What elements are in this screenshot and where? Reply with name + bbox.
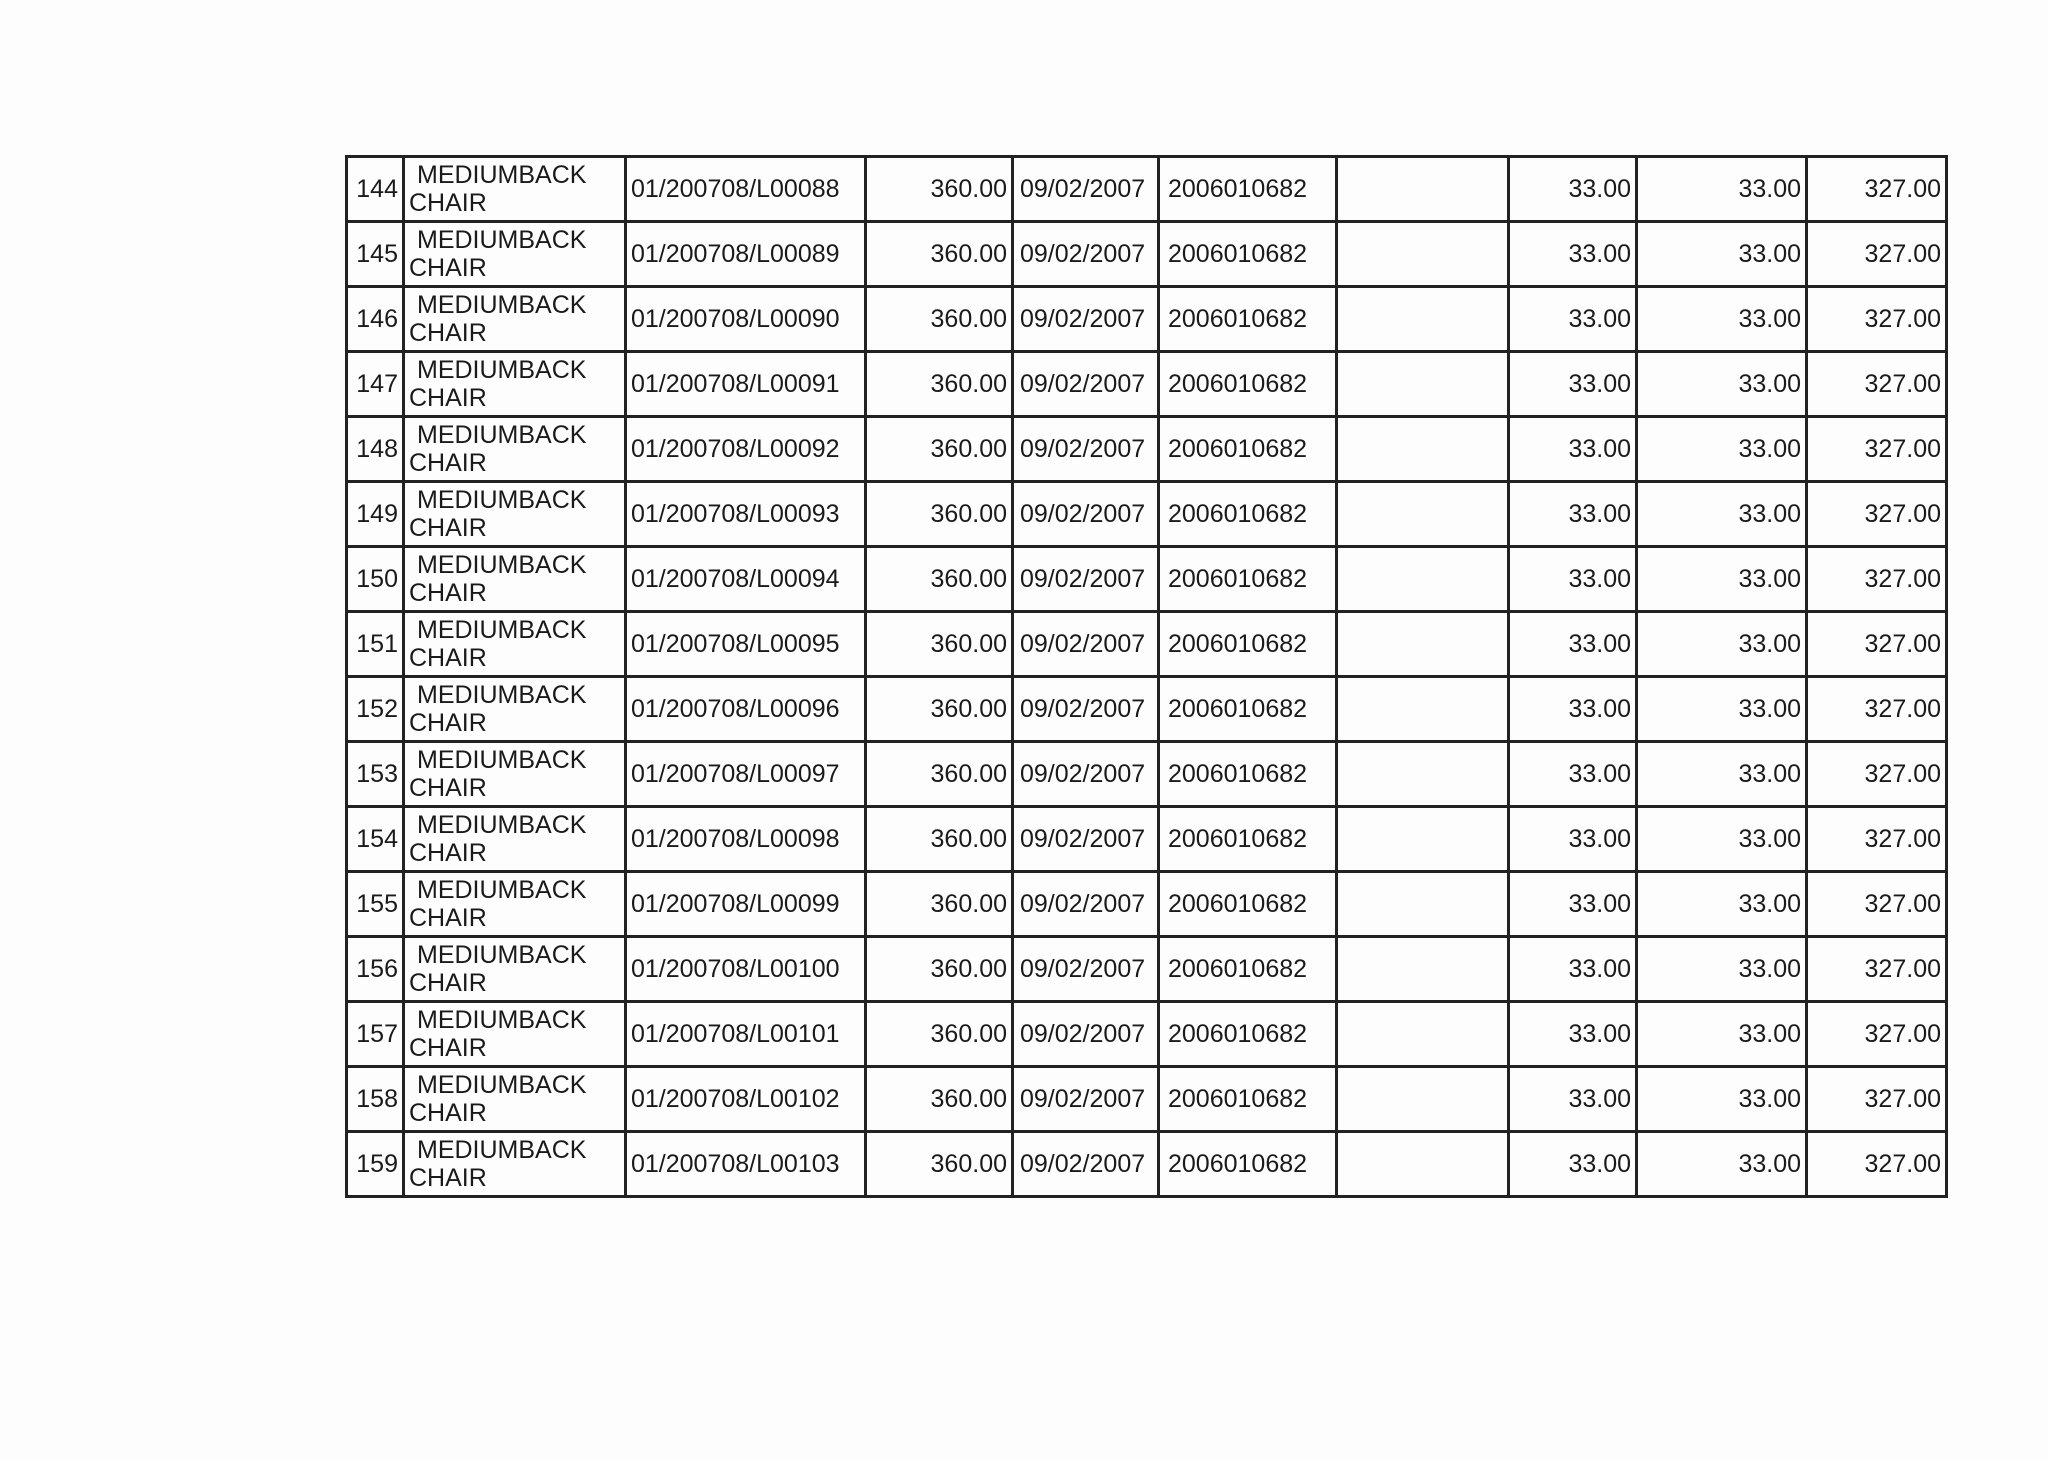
depreciation-a-cell: 33.00 <box>1509 677 1637 742</box>
table-row <box>347 482 1947 547</box>
net-value-cell: 327.00 <box>1807 937 1947 1002</box>
reference-cell: 01/200708/L00088 <box>626 157 866 222</box>
cost-cell: 360.00 <box>866 807 1013 872</box>
net-value-cell: 327.00 <box>1807 677 1947 742</box>
item-description-cell <box>404 807 626 872</box>
reference-cell: 01/200708/L00099 <box>626 872 866 937</box>
date-cell: 09/02/2007 <box>1013 222 1159 287</box>
item-description-line2: CHAIR <box>409 709 487 737</box>
table-row <box>347 547 1947 612</box>
row-number-cell: 159 <box>347 1132 404 1197</box>
depreciation-a-cell: 33.00 <box>1509 742 1637 807</box>
depreciation-b-cell: 33.00 <box>1637 807 1807 872</box>
date-cell: 09/02/2007 <box>1013 547 1159 612</box>
row-number-cell: 155 <box>347 872 404 937</box>
empty-cell <box>1337 222 1509 287</box>
depreciation-a-cell: 33.00 <box>1509 1067 1637 1132</box>
table-row <box>347 872 1947 937</box>
voucher-cell: 2006010682 <box>1159 612 1337 677</box>
reference-cell: 01/200708/L00093 <box>626 482 866 547</box>
item-description-cell <box>404 742 626 807</box>
item-description-line1: MEDIUMBACK <box>417 291 587 319</box>
date-cell: 09/02/2007 <box>1013 742 1159 807</box>
item-description-line2: CHAIR <box>409 1099 487 1127</box>
date-cell: 09/02/2007 <box>1013 352 1159 417</box>
item-description-line1: MEDIUMBACK <box>417 421 587 449</box>
depreciation-b-cell: 33.00 <box>1637 742 1807 807</box>
row-number-cell: 157 <box>347 1002 404 1067</box>
table-row <box>347 287 1947 352</box>
item-description-line1: MEDIUMBACK <box>417 616 587 644</box>
depreciation-a-cell: 33.00 <box>1509 417 1637 482</box>
item-description-line1: MEDIUMBACK <box>417 811 587 839</box>
item-description-line2: CHAIR <box>409 449 487 477</box>
reference-cell: 01/200708/L00102 <box>626 1067 866 1132</box>
item-description-cell <box>404 222 626 287</box>
item-description-line1: MEDIUMBACK <box>417 941 587 969</box>
cost-cell: 360.00 <box>866 482 1013 547</box>
table-row <box>347 612 1947 677</box>
item-description-line2: CHAIR <box>409 189 487 217</box>
depreciation-a-cell: 33.00 <box>1509 1002 1637 1067</box>
voucher-cell: 2006010682 <box>1159 937 1337 1002</box>
item-description-cell <box>404 677 626 742</box>
table-row <box>347 352 1947 417</box>
empty-cell <box>1337 287 1509 352</box>
item-description-line1: MEDIUMBACK <box>417 356 587 384</box>
depreciation-a-cell: 33.00 <box>1509 482 1637 547</box>
empty-cell <box>1337 807 1509 872</box>
depreciation-a-cell: 33.00 <box>1509 1132 1637 1197</box>
cost-cell: 360.00 <box>866 547 1013 612</box>
empty-cell <box>1337 937 1509 1002</box>
depreciation-b-cell: 33.00 <box>1637 222 1807 287</box>
depreciation-a-cell: 33.00 <box>1509 872 1637 937</box>
depreciation-b-cell: 33.00 <box>1637 482 1807 547</box>
cost-cell: 360.00 <box>866 1002 1013 1067</box>
empty-cell <box>1337 352 1509 417</box>
reference-cell: 01/200708/L00100 <box>626 937 866 1002</box>
cost-cell: 360.00 <box>866 287 1013 352</box>
cost-cell: 360.00 <box>866 1132 1013 1197</box>
reference-cell: 01/200708/L00097 <box>626 742 866 807</box>
depreciation-a-cell: 33.00 <box>1509 612 1637 677</box>
empty-cell <box>1337 547 1509 612</box>
item-description-line1: MEDIUMBACK <box>417 681 587 709</box>
reference-cell: 01/200708/L00096 <box>626 677 866 742</box>
net-value-cell: 327.00 <box>1807 1132 1947 1197</box>
table-row <box>347 1132 1947 1197</box>
cost-cell: 360.00 <box>866 417 1013 482</box>
empty-cell <box>1337 417 1509 482</box>
voucher-cell: 2006010682 <box>1159 677 1337 742</box>
item-description-cell <box>404 612 626 677</box>
date-cell: 09/02/2007 <box>1013 677 1159 742</box>
reference-cell: 01/200708/L00089 <box>626 222 866 287</box>
net-value-cell: 327.00 <box>1807 287 1947 352</box>
depreciation-b-cell: 33.00 <box>1637 547 1807 612</box>
row-number-cell: 152 <box>347 677 404 742</box>
table-row <box>347 677 1947 742</box>
depreciation-a-cell: 33.00 <box>1509 287 1637 352</box>
voucher-cell: 2006010682 <box>1159 222 1337 287</box>
item-description-line1: MEDIUMBACK <box>417 1006 587 1034</box>
item-description-line2: CHAIR <box>409 319 487 347</box>
table-row <box>347 1002 1947 1067</box>
net-value-cell: 327.00 <box>1807 482 1947 547</box>
item-description-line1: MEDIUMBACK <box>417 1136 587 1164</box>
depreciation-a-cell: 33.00 <box>1509 547 1637 612</box>
reference-cell: 01/200708/L00091 <box>626 352 866 417</box>
reference-cell: 01/200708/L00103 <box>626 1132 866 1197</box>
date-cell: 09/02/2007 <box>1013 1067 1159 1132</box>
item-description-cell <box>404 1067 626 1132</box>
item-description-line2: CHAIR <box>409 1164 487 1192</box>
table-body <box>347 157 1947 1197</box>
row-number-cell: 148 <box>347 417 404 482</box>
depreciation-a-cell: 33.00 <box>1509 352 1637 417</box>
date-cell: 09/02/2007 <box>1013 807 1159 872</box>
cost-cell: 360.00 <box>866 872 1013 937</box>
reference-cell: 01/200708/L00101 <box>626 1002 866 1067</box>
voucher-cell: 2006010682 <box>1159 352 1337 417</box>
cost-cell: 360.00 <box>866 937 1013 1002</box>
net-value-cell: 327.00 <box>1807 1067 1947 1132</box>
net-value-cell: 327.00 <box>1807 742 1947 807</box>
item-description-line2: CHAIR <box>409 969 487 997</box>
net-value-cell: 327.00 <box>1807 807 1947 872</box>
voucher-cell: 2006010682 <box>1159 547 1337 612</box>
item-description-cell <box>404 1132 626 1197</box>
row-number-cell: 158 <box>347 1067 404 1132</box>
table-row <box>347 417 1947 482</box>
item-description-cell <box>404 157 626 222</box>
table-row <box>347 937 1947 1002</box>
reference-cell: 01/200708/L00090 <box>626 287 866 352</box>
table-row <box>347 1067 1947 1132</box>
reference-cell: 01/200708/L00092 <box>626 417 866 482</box>
cost-cell: 360.00 <box>866 1067 1013 1132</box>
empty-cell <box>1337 1132 1509 1197</box>
row-number-cell: 156 <box>347 937 404 1002</box>
depreciation-b-cell: 33.00 <box>1637 872 1807 937</box>
depreciation-b-cell: 33.00 <box>1637 417 1807 482</box>
item-description-line2: CHAIR <box>409 774 487 802</box>
empty-cell <box>1337 157 1509 222</box>
empty-cell <box>1337 1002 1509 1067</box>
item-description-line1: MEDIUMBACK <box>417 876 587 904</box>
item-description-line1: MEDIUMBACK <box>417 486 587 514</box>
net-value-cell: 327.00 <box>1807 352 1947 417</box>
voucher-cell: 2006010682 <box>1159 417 1337 482</box>
net-value-cell: 327.00 <box>1807 1002 1947 1067</box>
item-description-cell <box>404 482 626 547</box>
reference-cell: 01/200708/L00094 <box>626 547 866 612</box>
item-description-line2: CHAIR <box>409 644 487 672</box>
row-number-cell: 144 <box>347 157 404 222</box>
cost-cell: 360.00 <box>866 612 1013 677</box>
voucher-cell: 2006010682 <box>1159 287 1337 352</box>
voucher-cell: 2006010682 <box>1159 807 1337 872</box>
table-row <box>347 222 1947 287</box>
item-description-cell <box>404 352 626 417</box>
depreciation-a-cell: 33.00 <box>1509 157 1637 222</box>
table-row <box>347 807 1947 872</box>
item-description-line1: MEDIUMBACK <box>417 551 587 579</box>
item-description-line2: CHAIR <box>409 514 487 542</box>
empty-cell <box>1337 677 1509 742</box>
item-description-line2: CHAIR <box>409 384 487 412</box>
item-description-line2: CHAIR <box>409 579 487 607</box>
empty-cell <box>1337 482 1509 547</box>
net-value-cell: 327.00 <box>1807 157 1947 222</box>
item-description-cell <box>404 872 626 937</box>
depreciation-b-cell: 33.00 <box>1637 1132 1807 1197</box>
depreciation-b-cell: 33.00 <box>1637 612 1807 677</box>
depreciation-b-cell: 33.00 <box>1637 352 1807 417</box>
voucher-cell: 2006010682 <box>1159 1067 1337 1132</box>
row-number-cell: 145 <box>347 222 404 287</box>
voucher-cell: 2006010682 <box>1159 157 1337 222</box>
empty-cell <box>1337 612 1509 677</box>
item-description-line2: CHAIR <box>409 904 487 932</box>
date-cell: 09/02/2007 <box>1013 157 1159 222</box>
depreciation-b-cell: 33.00 <box>1637 1002 1807 1067</box>
item-description-line1: MEDIUMBACK <box>417 1071 587 1099</box>
net-value-cell: 327.00 <box>1807 547 1947 612</box>
voucher-cell: 2006010682 <box>1159 742 1337 807</box>
empty-cell <box>1337 742 1509 807</box>
voucher-cell: 2006010682 <box>1159 1132 1337 1197</box>
asset-register-table <box>345 155 1948 1198</box>
table-row <box>347 157 1947 222</box>
row-number-cell: 150 <box>347 547 404 612</box>
item-description-line2: CHAIR <box>409 254 487 282</box>
reference-cell: 01/200708/L00095 <box>626 612 866 677</box>
table-row <box>347 742 1947 807</box>
voucher-cell: 2006010682 <box>1159 872 1337 937</box>
row-number-cell: 154 <box>347 807 404 872</box>
empty-cell <box>1337 872 1509 937</box>
row-number-cell: 153 <box>347 742 404 807</box>
row-number-cell: 146 <box>347 287 404 352</box>
date-cell: 09/02/2007 <box>1013 287 1159 352</box>
item-description-line1: MEDIUMBACK <box>417 161 587 189</box>
item-description-cell <box>404 287 626 352</box>
date-cell: 09/02/2007 <box>1013 417 1159 482</box>
cost-cell: 360.00 <box>866 677 1013 742</box>
item-description-cell <box>404 1002 626 1067</box>
cost-cell: 360.00 <box>866 157 1013 222</box>
depreciation-b-cell: 33.00 <box>1637 287 1807 352</box>
item-description-line1: MEDIUMBACK <box>417 226 587 254</box>
date-cell: 09/02/2007 <box>1013 1132 1159 1197</box>
depreciation-b-cell: 33.00 <box>1637 157 1807 222</box>
depreciation-b-cell: 33.00 <box>1637 937 1807 1002</box>
item-description-line2: CHAIR <box>409 839 487 867</box>
depreciation-a-cell: 33.00 <box>1509 937 1637 1002</box>
net-value-cell: 327.00 <box>1807 417 1947 482</box>
date-cell: 09/02/2007 <box>1013 482 1159 547</box>
voucher-cell: 2006010682 <box>1159 1002 1337 1067</box>
item-description-line2: CHAIR <box>409 1034 487 1062</box>
cost-cell: 360.00 <box>866 352 1013 417</box>
item-description-cell <box>404 417 626 482</box>
depreciation-a-cell: 33.00 <box>1509 807 1637 872</box>
item-description-line1: MEDIUMBACK <box>417 746 587 774</box>
row-number-cell: 151 <box>347 612 404 677</box>
cost-cell: 360.00 <box>866 742 1013 807</box>
net-value-cell: 327.00 <box>1807 222 1947 287</box>
date-cell: 09/02/2007 <box>1013 937 1159 1002</box>
cost-cell: 360.00 <box>866 222 1013 287</box>
voucher-cell: 2006010682 <box>1159 482 1337 547</box>
date-cell: 09/02/2007 <box>1013 872 1159 937</box>
row-number-cell: 149 <box>347 482 404 547</box>
net-value-cell: 327.00 <box>1807 872 1947 937</box>
date-cell: 09/02/2007 <box>1013 1002 1159 1067</box>
empty-cell <box>1337 1067 1509 1132</box>
date-cell: 09/02/2007 <box>1013 612 1159 677</box>
row-number-cell: 147 <box>347 352 404 417</box>
reference-cell: 01/200708/L00098 <box>626 807 866 872</box>
net-value-cell: 327.00 <box>1807 612 1947 677</box>
item-description-cell <box>404 937 626 1002</box>
item-description-cell <box>404 547 626 612</box>
depreciation-b-cell: 33.00 <box>1637 677 1807 742</box>
depreciation-b-cell: 33.00 <box>1637 1067 1807 1132</box>
depreciation-a-cell: 33.00 <box>1509 222 1637 287</box>
